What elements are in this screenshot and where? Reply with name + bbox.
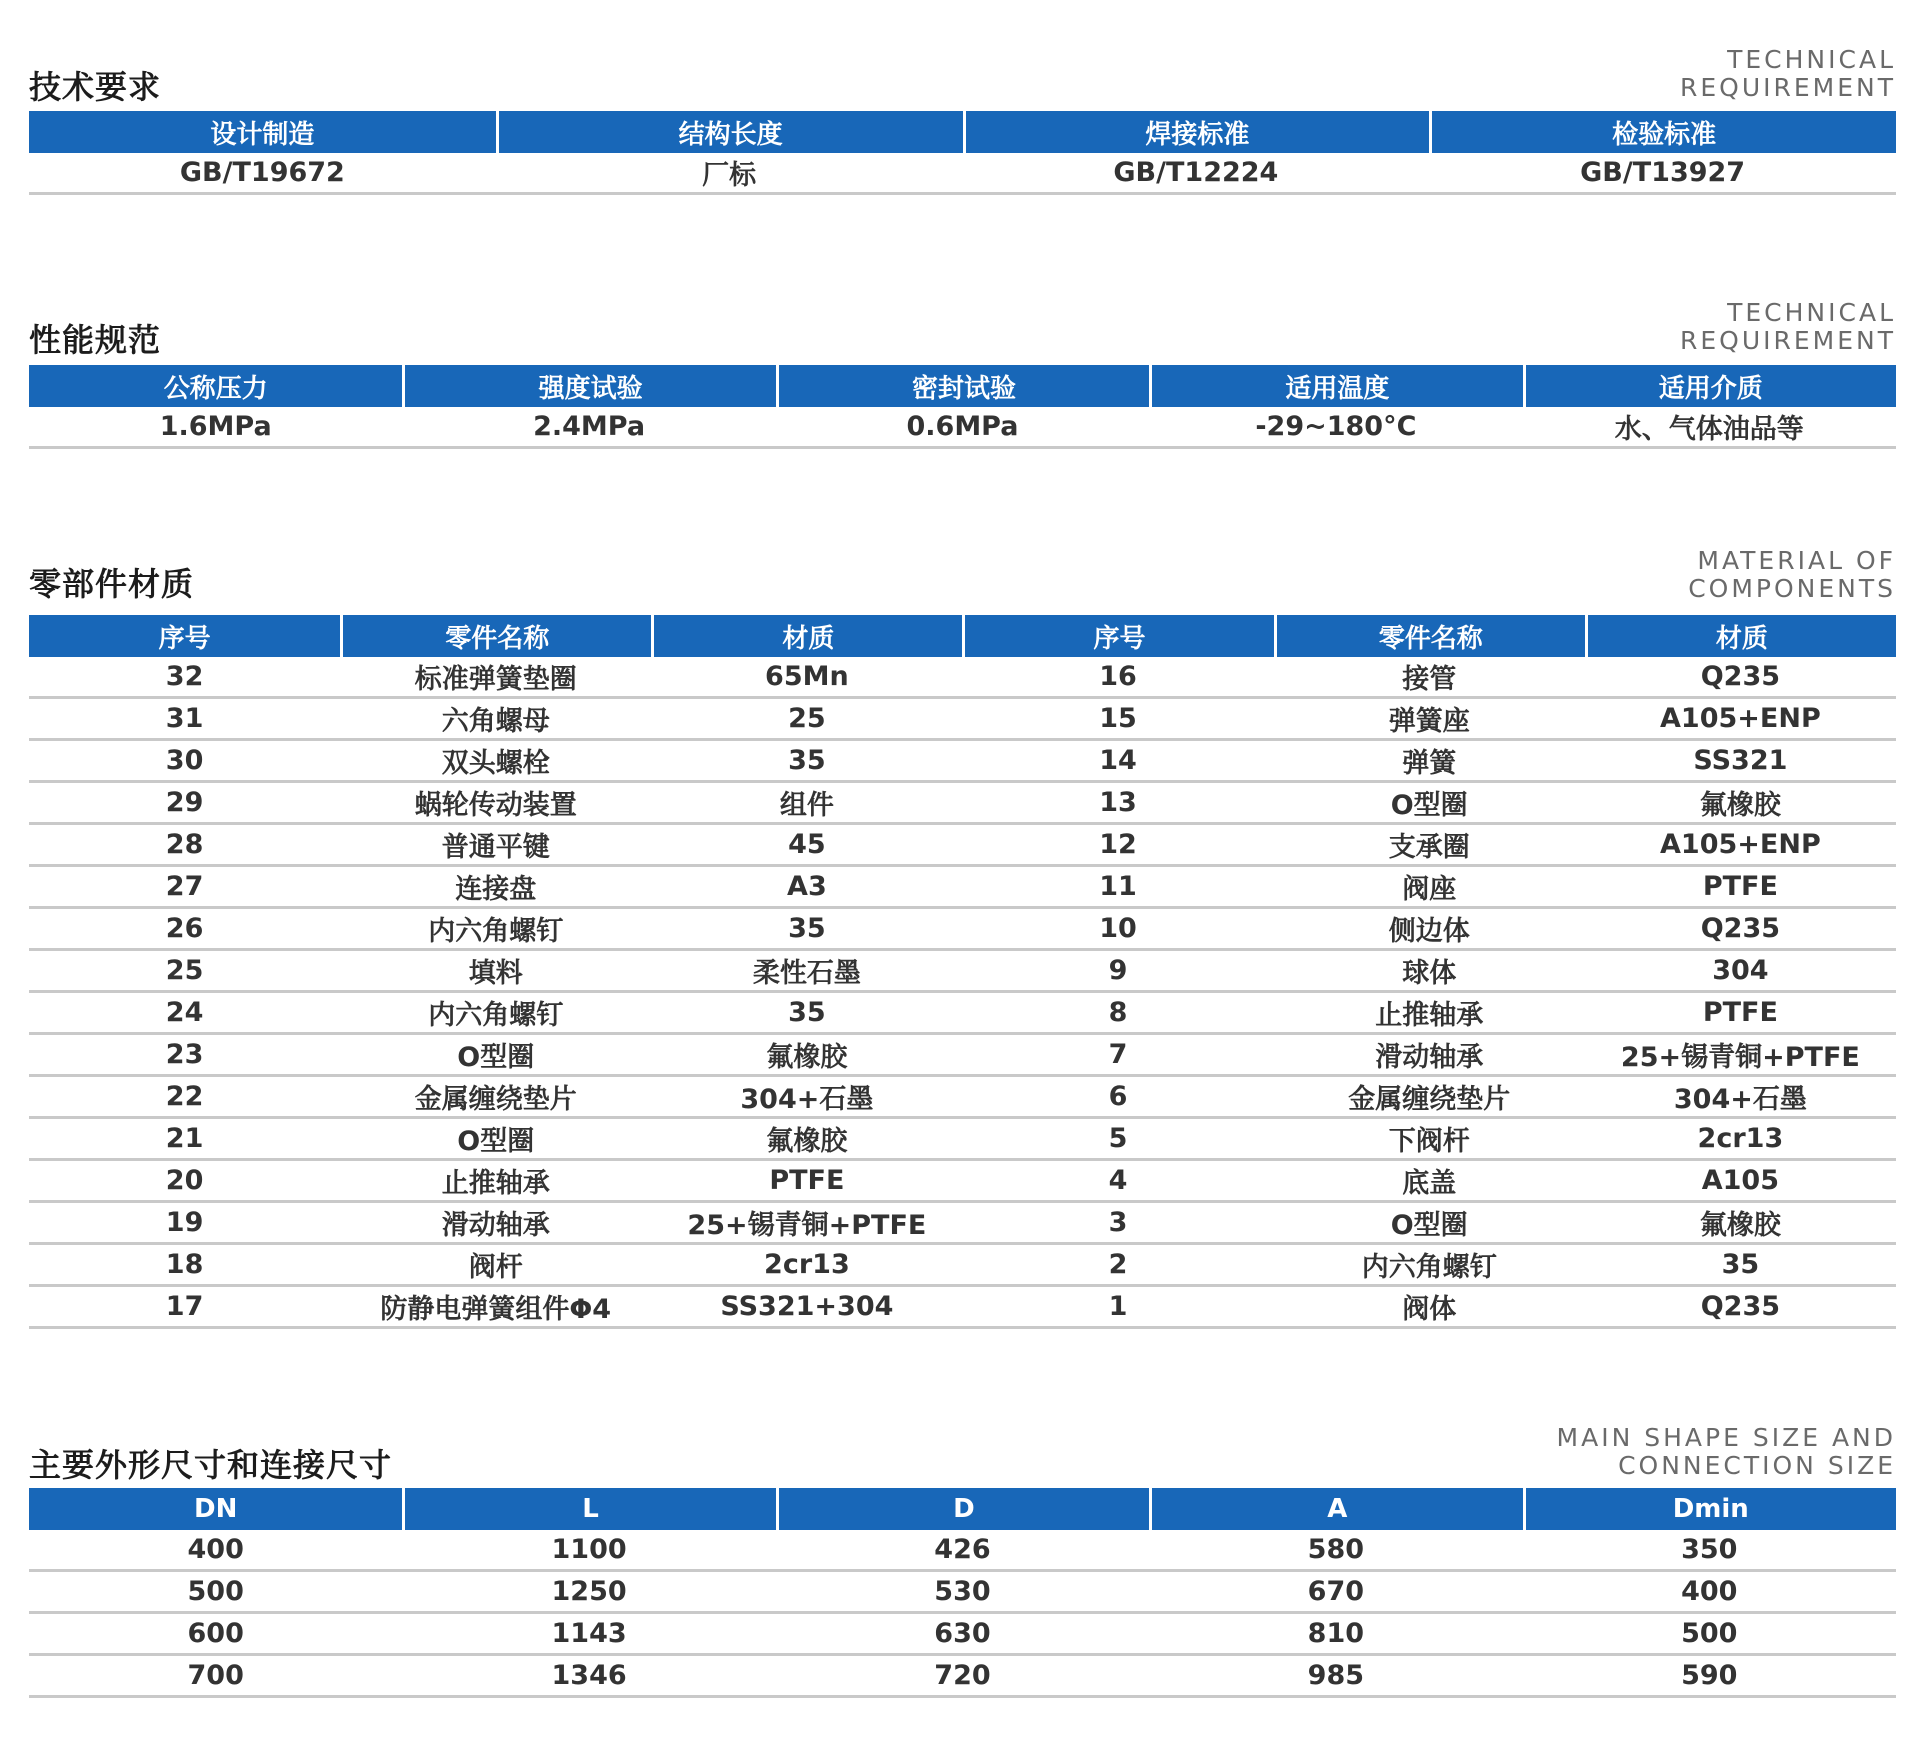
table-cell: 22	[29, 1077, 340, 1119]
table-cell: 304+石墨	[651, 1077, 962, 1119]
table-row	[29, 1530, 1896, 1572]
table-cell: 底盖	[1274, 1161, 1585, 1203]
table-row	[29, 783, 1896, 825]
table-cell: 590	[1523, 1656, 1896, 1698]
section-subtitle-en	[1557, 1424, 1896, 1480]
table-cell: 11	[962, 867, 1273, 909]
table-row	[29, 951, 1896, 993]
component-material-table	[29, 615, 1896, 1329]
table-row	[29, 867, 1896, 909]
table-cell: 19	[29, 1203, 340, 1245]
table-cell: 9	[962, 951, 1273, 993]
table-cell: 25+锡青铜+PTFE	[651, 1203, 962, 1245]
table-cell: 35	[1585, 1245, 1896, 1287]
table-cell: A105+ENP	[1585, 825, 1896, 867]
table-cell: 25	[651, 699, 962, 741]
table-cell: 26	[29, 909, 340, 951]
table-cell: 组件	[651, 783, 962, 825]
table-row	[29, 993, 1896, 1035]
table-cell: A105+ENP	[1585, 699, 1896, 741]
table-cell: Q235	[1585, 657, 1896, 699]
dimension-rows	[29, 1530, 1896, 1698]
table-cell: PTFE	[1585, 867, 1896, 909]
table-cell: 2.4MPa	[402, 407, 775, 449]
table-cell: 580	[1149, 1530, 1522, 1572]
table-cell: 304	[1585, 951, 1896, 993]
table-cell: 426	[776, 1530, 1149, 1572]
section-title: 技术要求	[29, 68, 162, 106]
table-cell: GB/T13927	[1429, 153, 1896, 195]
table-cell: 0.6MPa	[776, 407, 1149, 449]
table-cell: 35	[651, 741, 962, 783]
table-cell: 3	[962, 1203, 1273, 1245]
table-row	[29, 1035, 1896, 1077]
column-header: A	[1149, 1488, 1522, 1530]
table-cell: 1.6MPa	[29, 407, 402, 449]
table-cell: 水、气体油品等	[1523, 407, 1896, 449]
tech-requirement-table	[29, 111, 1896, 195]
table-cell: 阀座	[1274, 867, 1585, 909]
table-cell: 29	[29, 783, 340, 825]
table-cell: 23	[29, 1035, 340, 1077]
table-row	[29, 1572, 1896, 1614]
column-header: 适用介质	[1523, 365, 1896, 407]
table-cell: 1143	[402, 1614, 775, 1656]
table-header-row	[29, 615, 1896, 657]
table-cell: 双头螺栓	[340, 741, 651, 783]
table-row	[29, 1161, 1896, 1203]
table-cell: 16	[962, 657, 1273, 699]
table-row	[29, 699, 1896, 741]
table-cell: 13	[962, 783, 1273, 825]
table-cell: -29~180°C	[1149, 407, 1522, 449]
table-cell: PTFE	[1585, 993, 1896, 1035]
column-header: Dmin	[1523, 1488, 1896, 1530]
table-cell: 27	[29, 867, 340, 909]
column-header: 设计制造	[29, 111, 496, 153]
column-header: 焊接标准	[963, 111, 1430, 153]
subtitle-line-1: TECHNICAL	[1727, 298, 1896, 327]
table-cell: 下阀杆	[1274, 1119, 1585, 1161]
subtitle-line-2: COMPONENTS	[1688, 574, 1896, 603]
table-cell: GB/T12224	[963, 153, 1430, 195]
column-header: 材质	[1585, 615, 1896, 657]
column-header: 检验标准	[1429, 111, 1896, 153]
subtitle-line-2: REQUIREMENT	[1679, 326, 1896, 355]
table-cell: 阀杆	[340, 1245, 651, 1287]
table-cell: 530	[776, 1572, 1149, 1614]
table-cell: 止推轴承	[340, 1161, 651, 1203]
table-cell: SS321+304	[651, 1287, 962, 1329]
table-cell: 500	[1523, 1614, 1896, 1656]
table-cell: 670	[1149, 1572, 1522, 1614]
component-material-section	[29, 547, 1896, 1347]
table-row	[29, 657, 1896, 699]
table-cell: 17	[29, 1287, 340, 1329]
table-cell: 支承圈	[1274, 825, 1585, 867]
table-row	[29, 407, 1896, 449]
table-cell: 45	[651, 825, 962, 867]
table-cell: 24	[29, 993, 340, 1035]
table-cell: 蜗轮传动装置	[340, 783, 651, 825]
table-cell: 35	[651, 909, 962, 951]
table-cell: 连接盘	[340, 867, 651, 909]
table-cell: 弹簧	[1274, 741, 1585, 783]
table-cell: 1250	[402, 1572, 775, 1614]
table-cell: 32	[29, 657, 340, 699]
table-row	[29, 825, 1896, 867]
table-cell: 内六角螺钉	[1274, 1245, 1585, 1287]
column-header: DN	[29, 1488, 402, 1530]
table-cell: 普通平键	[340, 825, 651, 867]
table-header-row	[29, 111, 1896, 153]
table-cell: 30	[29, 741, 340, 783]
section-subtitle-en	[1680, 46, 1896, 102]
component-material-rows	[29, 657, 1896, 1329]
table-cell: 六角螺母	[340, 699, 651, 741]
table-cell: 内六角螺钉	[340, 909, 651, 951]
column-header: L	[402, 1488, 775, 1530]
column-header: 公称压力	[29, 365, 402, 407]
table-cell: 滑动轴承	[1274, 1035, 1585, 1077]
table-cell: 止推轴承	[1274, 993, 1585, 1035]
table-cell: 600	[29, 1614, 402, 1656]
subtitle-line-1: MATERIAL OF	[1697, 546, 1896, 575]
table-cell: 金属缠绕垫片	[340, 1077, 651, 1119]
table-cell: 5	[962, 1119, 1273, 1161]
table-row	[29, 153, 1896, 195]
section-title: 性能规范	[29, 321, 162, 359]
column-header: 强度试验	[402, 365, 775, 407]
table-cell: Q235	[1585, 1287, 1896, 1329]
column-header: 零件名称	[340, 615, 651, 657]
table-cell: 4	[962, 1161, 1273, 1203]
table-cell: 8	[962, 993, 1273, 1035]
performance-spec-section	[29, 293, 1896, 453]
table-cell: 10	[962, 909, 1273, 951]
table-cell: 630	[776, 1614, 1149, 1656]
table-row	[29, 1656, 1896, 1698]
table-row	[29, 1614, 1896, 1656]
performance-spec-table	[29, 365, 1896, 449]
table-cell: 20	[29, 1161, 340, 1203]
column-header: 序号	[29, 615, 340, 657]
table-cell: 21	[29, 1119, 340, 1161]
table-cell: 阀体	[1274, 1287, 1585, 1329]
table-cell: 球体	[1274, 951, 1585, 993]
subtitle-line-2: CONNECTION SIZE	[1618, 1451, 1896, 1480]
section-subtitle-en	[1688, 547, 1896, 603]
subtitle-line-1: MAIN SHAPE SIZE AND	[1556, 1423, 1896, 1452]
table-cell: O型圈	[340, 1035, 651, 1077]
table-row	[29, 1119, 1896, 1161]
table-cell: 2cr13	[1585, 1119, 1896, 1161]
table-cell: A105	[1585, 1161, 1896, 1203]
table-cell: PTFE	[651, 1161, 962, 1203]
column-header: D	[776, 1488, 1149, 1530]
table-cell: 400	[29, 1530, 402, 1572]
table-cell: 12	[962, 825, 1273, 867]
table-cell: 700	[29, 1656, 402, 1698]
tech-requirement-section	[29, 40, 1896, 200]
table-cell: 填料	[340, 951, 651, 993]
table-header-row	[29, 365, 1896, 407]
table-row	[29, 1245, 1896, 1287]
table-cell: 18	[29, 1245, 340, 1287]
column-header: 密封试验	[776, 365, 1149, 407]
table-cell: 985	[1149, 1656, 1522, 1698]
table-cell: 400	[1523, 1572, 1896, 1614]
table-cell: 氟橡胶	[651, 1035, 962, 1077]
section-title: 主要外形尺寸和连接尺寸	[29, 1446, 393, 1484]
table-cell: 810	[1149, 1614, 1522, 1656]
table-row	[29, 1077, 1896, 1119]
column-header: 材质	[651, 615, 962, 657]
table-cell: Q235	[1585, 909, 1896, 951]
table-cell: 31	[29, 699, 340, 741]
dimension-section	[29, 1418, 1896, 1718]
table-cell: 厂标	[496, 153, 963, 195]
section-title: 零部件材质	[29, 565, 195, 603]
table-cell: 6	[962, 1077, 1273, 1119]
table-cell: 2cr13	[651, 1245, 962, 1287]
table-cell: 侧边体	[1274, 909, 1585, 951]
table-cell: 内六角螺钉	[340, 993, 651, 1035]
table-cell: 氟橡胶	[1585, 1203, 1896, 1245]
table-header-row	[29, 1488, 1896, 1530]
table-cell: 25	[29, 951, 340, 993]
table-cell: 氟橡胶	[1585, 783, 1896, 825]
table-cell: 25+锡青铜+PTFE	[1585, 1035, 1896, 1077]
table-row	[29, 1203, 1896, 1245]
table-cell: 柔性石墨	[651, 951, 962, 993]
column-header: 序号	[962, 615, 1273, 657]
column-header: 结构长度	[496, 111, 963, 153]
table-cell: 15	[962, 699, 1273, 741]
column-header: 零件名称	[1274, 615, 1585, 657]
table-row	[29, 1287, 1896, 1329]
column-header: 适用温度	[1149, 365, 1522, 407]
table-cell: 金属缠绕垫片	[1274, 1077, 1585, 1119]
table-cell: 500	[29, 1572, 402, 1614]
table-row	[29, 741, 1896, 783]
subtitle-line-2: REQUIREMENT	[1679, 73, 1896, 102]
table-cell: 35	[651, 993, 962, 1035]
table-cell: 350	[1523, 1530, 1896, 1572]
dimension-table	[29, 1488, 1896, 1698]
table-cell: O型圈	[1274, 1203, 1585, 1245]
table-cell: O型圈	[340, 1119, 651, 1161]
table-cell: 弹簧座	[1274, 699, 1585, 741]
table-row	[29, 909, 1896, 951]
table-cell: 7	[962, 1035, 1273, 1077]
table-cell: 1346	[402, 1656, 775, 1698]
table-cell: O型圈	[1274, 783, 1585, 825]
table-cell: 标准弹簧垫圈	[340, 657, 651, 699]
subtitle-line-1: TECHNICAL	[1727, 45, 1896, 74]
table-cell: 1	[962, 1287, 1273, 1329]
table-cell: GB/T19672	[29, 153, 496, 195]
table-cell: 304+石墨	[1585, 1077, 1896, 1119]
table-cell: 65Mn	[651, 657, 962, 699]
table-cell: A3	[651, 867, 962, 909]
table-cell: 氟橡胶	[651, 1119, 962, 1161]
table-cell: 720	[776, 1656, 1149, 1698]
table-cell: 防静电弹簧组件Φ4	[340, 1287, 651, 1329]
section-subtitle-en	[1680, 299, 1896, 355]
table-cell: 滑动轴承	[340, 1203, 651, 1245]
table-cell: 2	[962, 1245, 1273, 1287]
table-cell: 14	[962, 741, 1273, 783]
table-cell: 1100	[402, 1530, 775, 1572]
table-cell: 接管	[1274, 657, 1585, 699]
table-cell: 28	[29, 825, 340, 867]
table-cell: SS321	[1585, 741, 1896, 783]
